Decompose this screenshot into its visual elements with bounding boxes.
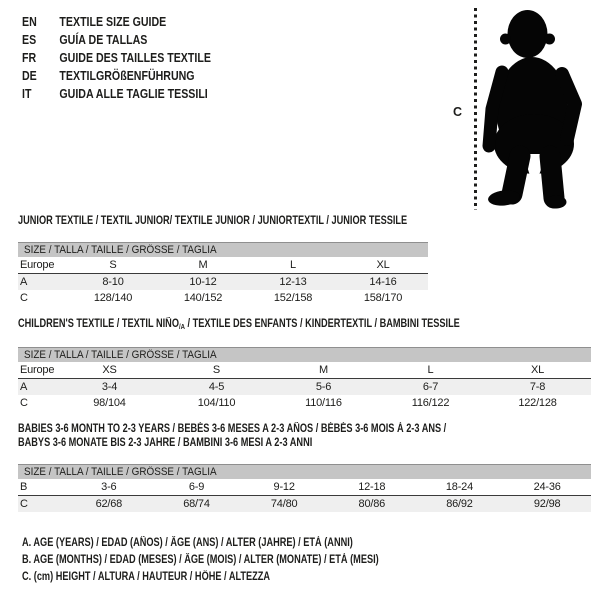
language-label: GUIDA ALLE TAGLIE TESSILI xyxy=(59,87,208,101)
title-subscript: /A xyxy=(178,322,185,331)
language-list xyxy=(22,13,244,103)
value-cell: 6-9 xyxy=(153,479,241,496)
value-cell: 92/98 xyxy=(533,498,561,510)
childrens-size-header-bar xyxy=(18,347,591,362)
language-code: ES xyxy=(22,33,37,47)
size-header-text: SIZE / TALLA / TAILLE / GRÖSSE / TAGLIA xyxy=(24,244,217,256)
note-age-years: A. AGE (YEARS) / EDAD (AÑOS) / ÂGE (ANS) / ALTER (JAHRE) / ETÀ (ANNI) xyxy=(22,537,353,549)
junior-textile-section xyxy=(18,215,428,306)
row-label: C xyxy=(20,498,28,510)
value-cell: 140/152 xyxy=(183,292,223,304)
babies-table-title xyxy=(18,423,591,450)
babies-title-line2: BABYS 3-6 MONATE BIS 2-3 JAHRE / BAMBINI 3-6 MESI A 2-3 ANNI xyxy=(18,436,313,449)
value-cell: 4-5 xyxy=(208,381,225,393)
language-row-en xyxy=(22,13,211,31)
value-cell: 158/170 xyxy=(363,292,403,304)
value-cell: 128/140 xyxy=(93,292,133,304)
height-measure-label: C xyxy=(453,105,463,119)
junior-table-title-text: JUNIOR TEXTILE / TEXTIL JUNIOR/ TEXTILE JUNIOR / JUNIORTEXTIL / JUNIOR TESSILE xyxy=(18,215,408,227)
size-cell: L xyxy=(377,362,484,379)
size-header-text: SIZE / TALLA / TAILLE / GRÖSSE / TAGLIA xyxy=(24,466,217,478)
value-cell: 74/80 xyxy=(270,498,298,510)
value-cell: 68/74 xyxy=(183,498,210,510)
table-row xyxy=(18,274,428,291)
babies-textile-section xyxy=(18,423,591,512)
size-cell: M xyxy=(270,362,377,379)
table-row xyxy=(18,257,428,274)
language-row-it xyxy=(22,85,211,103)
size-cell: XL xyxy=(338,257,428,274)
table-row xyxy=(18,362,591,379)
language-code: FR xyxy=(22,51,37,65)
table-row xyxy=(18,290,428,306)
childrens-table-title-text xyxy=(18,318,460,333)
size-cell: XS xyxy=(56,362,163,379)
value-cell: 12-13 xyxy=(279,276,307,288)
title-part: CHILDREN'S TEXTILE / TEXTIL NIÑO xyxy=(18,318,179,330)
value-cell: 86/92 xyxy=(446,498,473,510)
height-measure-dashed-line xyxy=(474,8,477,210)
size-cell: XL xyxy=(484,362,591,379)
language-label: GUIDE DES TAILLES TEXTILE xyxy=(59,51,211,65)
childrens-textile-section xyxy=(18,318,591,411)
junior-size-table xyxy=(18,257,428,306)
babies-title-line1: BABIES 3-6 MONTH TO 2-3 YEARS / BEBÉS 3-6 MESES A 2-3 AÑOS / BÉBÉS 3-6 MOIS À 2-3 ANS / xyxy=(18,423,447,435)
size-header-text: SIZE / TALLA / TAILLE / GRÖSSE / TAGLIA xyxy=(24,349,217,361)
childrens-size-table xyxy=(18,362,591,411)
value-cell: 104/110 xyxy=(197,397,236,409)
value-cell: 8-10 xyxy=(102,276,124,288)
language-label: TEXTILE SIZE GUIDE xyxy=(59,15,167,29)
row-label: C xyxy=(20,292,28,304)
value-cell: 6-7 xyxy=(422,381,439,393)
language-label: TEXTILGRÖßENFÜHRUNG xyxy=(59,69,195,83)
table-row xyxy=(18,395,591,411)
language-row-fr xyxy=(22,49,211,67)
language-code: IT xyxy=(22,87,32,101)
table-row xyxy=(18,496,591,513)
value-cell: 7-8 xyxy=(529,381,546,393)
size-cell: S xyxy=(163,362,270,379)
language-label: GUÍA DE TALLAS xyxy=(59,33,148,47)
language-code: DE xyxy=(22,69,37,83)
value-cell: 62/68 xyxy=(95,498,123,510)
table-row xyxy=(18,479,591,496)
row-label: A xyxy=(20,276,28,288)
note-age-months: B. AGE (MONTHS) / EDAD (MESES) / ÂGE (MOIS) / ALTER (MONATE) / ETÀ (MESI) xyxy=(22,554,379,566)
childrens-table-title xyxy=(18,318,591,333)
row-label: B xyxy=(18,479,65,496)
value-cell: 116/122 xyxy=(411,397,450,409)
value-cell: 18-24 xyxy=(416,479,504,496)
note-height-cm: C. (cm) HEIGHT / ALTURA / HAUTEUR / HÖHE / ALTEZZA xyxy=(22,571,271,583)
language-code: EN xyxy=(22,15,37,29)
value-cell: 152/158 xyxy=(273,292,313,304)
babies-size-table xyxy=(18,479,591,512)
value-cell: 24-36 xyxy=(503,479,591,496)
junior-table-title xyxy=(18,215,428,228)
row-label: Europe xyxy=(18,362,56,379)
title-part: / TEXTILE DES ENFANTS / KINDERTEXTIL / BAMBINI TESSILE xyxy=(184,318,460,330)
value-cell: 80/86 xyxy=(358,498,386,510)
value-cell: 9-12 xyxy=(240,479,328,496)
value-cell: 10-12 xyxy=(189,276,217,288)
value-cell: 3-6 xyxy=(65,479,153,496)
babies-size-header-bar xyxy=(18,464,591,479)
measurement-notes xyxy=(22,535,468,586)
value-cell: 98/104 xyxy=(93,397,126,409)
table-row xyxy=(18,379,591,396)
size-cell: L xyxy=(248,257,338,274)
value-cell: 14-16 xyxy=(369,276,397,288)
size-cell: S xyxy=(68,257,158,274)
toddler-silhouette-image xyxy=(482,4,584,210)
language-row-es xyxy=(22,31,211,49)
row-label: Europe xyxy=(18,257,68,274)
value-cell: 3-4 xyxy=(101,381,118,393)
value-cell: 110/116 xyxy=(305,397,342,409)
value-cell: 5-6 xyxy=(315,381,332,393)
size-cell: M xyxy=(158,257,248,274)
value-cell: 122/128 xyxy=(518,397,557,409)
junior-size-header-bar xyxy=(18,242,428,257)
value-cell: 12-18 xyxy=(328,479,416,496)
row-label: C xyxy=(20,397,28,409)
row-label: A xyxy=(20,381,28,393)
language-row-de xyxy=(22,67,211,85)
